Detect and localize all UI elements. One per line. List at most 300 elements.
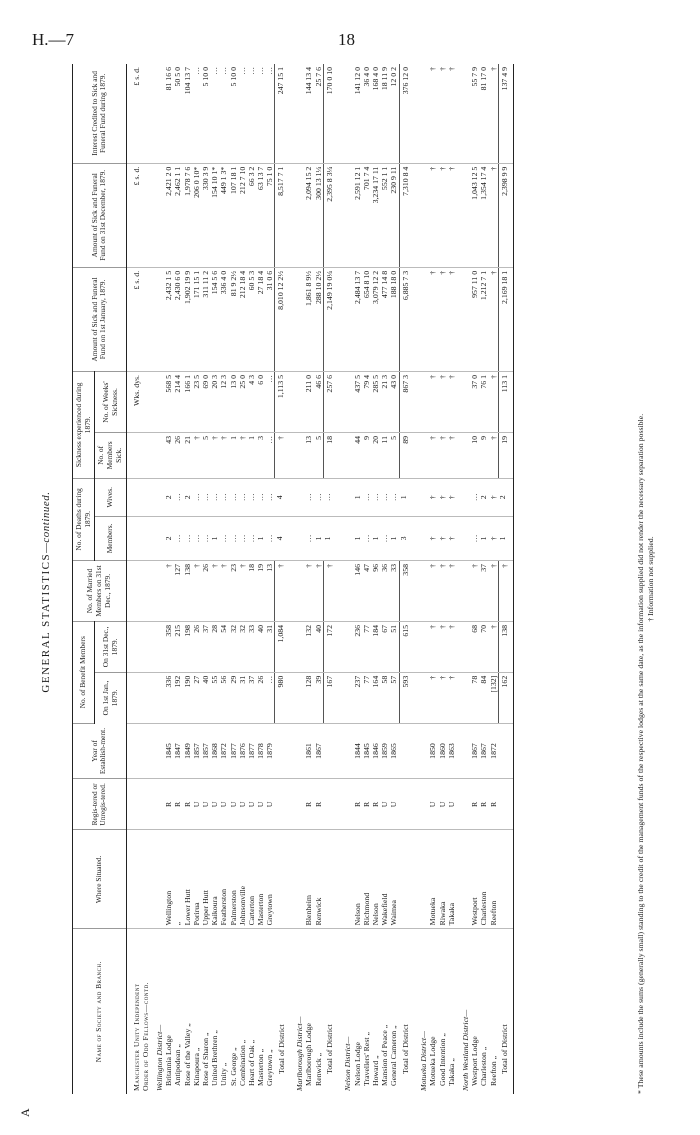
table-row bbox=[380, 64, 389, 1094]
cell-in: 104 13 7 bbox=[183, 64, 192, 163]
cell-where bbox=[323, 830, 338, 929]
cell-fj: 311 11 2 bbox=[201, 267, 210, 371]
cell-dm bbox=[414, 516, 428, 560]
col-name: Name of Society and Branch. bbox=[73, 929, 127, 1094]
district-title-row bbox=[338, 64, 352, 1094]
page-reference: H.—7 bbox=[32, 30, 75, 49]
cell-sm: † bbox=[438, 432, 447, 478]
cell-year bbox=[338, 723, 352, 779]
cell-dec: 26 bbox=[192, 621, 201, 672]
cell-mar: † bbox=[304, 560, 313, 621]
cell-reg: R bbox=[489, 779, 499, 830]
cell-mar bbox=[456, 560, 470, 621]
cell-jan: † bbox=[428, 672, 437, 723]
cell-sw: 113 1 bbox=[498, 372, 514, 433]
cell-jan bbox=[150, 672, 164, 723]
table-row bbox=[238, 64, 247, 1094]
cell-sw: 12 3 bbox=[219, 372, 228, 433]
cell-sm: 20 bbox=[371, 432, 380, 478]
cell-fj: † bbox=[489, 267, 499, 371]
cell-fd: 63 13 7 bbox=[256, 163, 265, 267]
cell-fd: 7,310 8 4 bbox=[399, 163, 414, 267]
cell-year bbox=[414, 723, 428, 779]
cell-fj: 27 18 4 bbox=[256, 267, 265, 371]
cell-sm: † bbox=[489, 432, 499, 478]
cell-name: Reefton „ bbox=[488, 1055, 498, 1086]
cell-reg bbox=[323, 779, 338, 830]
cell-year: 1872 bbox=[489, 723, 499, 779]
cell-sm: 89 bbox=[399, 432, 414, 478]
cell-year bbox=[150, 723, 164, 779]
cell-name: Good Intention „ bbox=[437, 1033, 447, 1086]
cell-reg: R bbox=[173, 779, 182, 830]
cell-name: Nelson District— bbox=[343, 1036, 353, 1091]
society-name bbox=[126, 929, 150, 1094]
cell-dm bbox=[456, 516, 470, 560]
cell-dw: … bbox=[192, 478, 201, 516]
cell-jan: … bbox=[265, 672, 275, 723]
cell-name: Marlborough Lodge bbox=[304, 1022, 314, 1086]
cell-sm: 5 bbox=[389, 432, 399, 478]
cell-sm: 21 bbox=[183, 432, 192, 478]
cell-jan: 980 bbox=[275, 672, 290, 723]
cell-dw: † bbox=[489, 478, 499, 516]
cell-in bbox=[456, 64, 470, 163]
col-married: No. of Married Members on 31st Dec., 1879. bbox=[73, 560, 127, 621]
cell-fj bbox=[150, 267, 164, 371]
col-sickness: Sickness experienced during 1879. bbox=[73, 372, 95, 479]
cell-jan: 55 bbox=[210, 672, 219, 723]
cell-name: Total of District bbox=[276, 1024, 286, 1074]
cell-dw: … bbox=[371, 478, 380, 516]
cell-name: Rose of the Valley „ bbox=[182, 1023, 192, 1086]
cell-in: † bbox=[447, 64, 456, 163]
cell-name: Motueka District— bbox=[419, 1031, 429, 1091]
district-total-row bbox=[275, 64, 290, 1094]
cell-fd: 1,978 7 6 bbox=[183, 163, 192, 267]
cell-mar: 19 bbox=[256, 560, 265, 621]
cell-year: 1868 bbox=[210, 723, 219, 779]
cell-mar: † bbox=[314, 560, 324, 621]
cell-reg: R bbox=[371, 779, 380, 830]
cell-jan: 192 bbox=[173, 672, 182, 723]
cell-year bbox=[275, 723, 290, 779]
cell-sm: 18 bbox=[323, 432, 338, 478]
cell-where: Motueka bbox=[428, 830, 437, 929]
footnotes bbox=[636, 64, 656, 1094]
cell-reg bbox=[275, 779, 290, 830]
cell-dec: 358 bbox=[164, 621, 173, 672]
cell-dm: 4 bbox=[275, 516, 290, 560]
cell-jan: † bbox=[447, 672, 456, 723]
cell-name: Masterton „ bbox=[256, 1048, 266, 1086]
table-row bbox=[314, 64, 324, 1094]
cell-sm: 3 bbox=[256, 432, 265, 478]
cell-mar: † bbox=[438, 560, 447, 621]
cell-in: 12 0 2 bbox=[389, 64, 399, 163]
cell-where: Reefton bbox=[489, 830, 499, 929]
cell-in bbox=[290, 64, 304, 163]
cell-where: Nelson bbox=[371, 830, 380, 929]
cell-dec bbox=[414, 621, 428, 672]
cell-sw: 285 5 bbox=[371, 372, 380, 433]
cell-where: Kaikoura bbox=[210, 830, 219, 929]
cell-dm: … bbox=[265, 516, 275, 560]
cell-dm: † bbox=[428, 516, 437, 560]
cell-in: 247 15 1 bbox=[275, 64, 290, 163]
table-row bbox=[371, 64, 380, 1094]
cell-jan bbox=[290, 672, 304, 723]
cell-dec: † bbox=[447, 621, 456, 672]
cell-dw: … bbox=[314, 478, 324, 516]
table-row bbox=[447, 64, 456, 1094]
cell-name: Rose of Sharon „ bbox=[200, 1032, 210, 1086]
cell-where: Wellington bbox=[164, 830, 173, 929]
cell-fj: † bbox=[438, 267, 447, 371]
cell-jan: 164 bbox=[371, 672, 380, 723]
cell-name: Westport Lodge bbox=[470, 1036, 480, 1086]
cell-dm: 1 bbox=[371, 516, 380, 560]
cell-year: 1845 bbox=[362, 723, 371, 779]
cell-fj: 188 18 0 bbox=[389, 267, 399, 371]
cell-mar: 23 bbox=[229, 560, 238, 621]
cell-fj: 2,430 6 0 bbox=[173, 267, 182, 371]
cell-dec: 67 bbox=[380, 621, 389, 672]
cell-in: 376 12 0 bbox=[399, 64, 414, 163]
cell-dw: … bbox=[219, 478, 228, 516]
cell-year: 1876 bbox=[238, 723, 247, 779]
cell-sw: 211 0 bbox=[304, 372, 313, 433]
cell-mar: † bbox=[489, 560, 499, 621]
cell-jan: 29 bbox=[229, 672, 238, 723]
cell-dm: … bbox=[201, 516, 210, 560]
cell-year: 1867 bbox=[314, 723, 324, 779]
cell-dec: 138 bbox=[498, 621, 514, 672]
cell-sm: 43 bbox=[164, 432, 173, 478]
cell-sm: 1 bbox=[229, 432, 238, 478]
cell-sw: 437 5 bbox=[353, 372, 362, 433]
cell-sw: 79 4 bbox=[362, 372, 371, 433]
cell-sm: 44 bbox=[353, 432, 362, 478]
cell-in: 144 13 4 bbox=[304, 64, 313, 163]
table-row bbox=[470, 64, 479, 1094]
cell-in: … bbox=[256, 64, 265, 163]
cell-jan: 190 bbox=[183, 672, 192, 723]
cell-dw: … bbox=[304, 478, 313, 516]
cell-sm bbox=[150, 432, 164, 478]
col-members: No. of Benefit Members bbox=[73, 621, 95, 723]
col-interest: Interest Credited to Sick and Funeral Fund during 1879. bbox=[73, 64, 127, 163]
cell-in: 55 7 9 bbox=[470, 64, 479, 163]
unit-fund-jan: £ s. d. bbox=[126, 267, 150, 371]
cell-jan: 40 bbox=[201, 672, 210, 723]
cell-fd: 2,462 1 1 bbox=[173, 163, 182, 267]
unit-fund-dec: £ s. d. bbox=[126, 163, 150, 267]
cell-year: 1845 bbox=[164, 723, 173, 779]
cell-where: Renwick bbox=[314, 830, 324, 929]
cell-where bbox=[414, 830, 428, 929]
cell-reg bbox=[414, 779, 428, 830]
cell-dec: 40 bbox=[256, 621, 265, 672]
cell-dec: 615 bbox=[399, 621, 414, 672]
cell-name: St. George „ bbox=[228, 1047, 238, 1086]
footnote-star: * These amounts include the sums (generally small) standing to the credit of the management funds of the respective lodges at the same date, as the information supplied did not render the necessary separation possible. bbox=[636, 413, 645, 1094]
cell-fd bbox=[338, 163, 352, 267]
cell-fd: 206 0 10* bbox=[192, 163, 201, 267]
table-row bbox=[428, 64, 437, 1094]
cell-fj: 2,484 13 7 bbox=[353, 267, 362, 371]
cell-year: 1865 bbox=[389, 723, 399, 779]
cell-where: Nelson bbox=[353, 830, 362, 929]
cell-year: 1877 bbox=[247, 723, 256, 779]
cell-year bbox=[290, 723, 304, 779]
cell-fj: 212 18 4 bbox=[238, 267, 247, 371]
cell-mar: † bbox=[164, 560, 173, 621]
cell-dm bbox=[338, 516, 352, 560]
cell-dm: 1 bbox=[256, 516, 265, 560]
cell-mar bbox=[338, 560, 352, 621]
cell-name: Charleston „ bbox=[479, 1046, 489, 1086]
table-row bbox=[489, 64, 499, 1094]
cell-dw bbox=[290, 478, 304, 516]
cell-fj: 2,169 18 1 bbox=[498, 267, 514, 371]
unit-weeks: Wks. dys. bbox=[126, 372, 150, 433]
table-row bbox=[183, 64, 192, 1094]
cell-sm: 11 bbox=[380, 432, 389, 478]
cell-reg: R bbox=[353, 779, 362, 830]
cell-dec: 184 bbox=[371, 621, 380, 672]
cell-in: … bbox=[247, 64, 256, 163]
cell-where: Porirua bbox=[192, 830, 201, 929]
cell-sm: 9 bbox=[362, 432, 371, 478]
cell-dw: … bbox=[380, 478, 389, 516]
cell-dm: 1 bbox=[323, 516, 338, 560]
cell-sm: † bbox=[219, 432, 228, 478]
cell-in: 81 16 6 bbox=[164, 64, 173, 163]
cell-sw: † bbox=[438, 372, 447, 433]
cell-sm: 5 bbox=[314, 432, 324, 478]
cell-in: … bbox=[210, 64, 219, 163]
cell-in: 50 5 0 bbox=[173, 64, 182, 163]
cell-dm: … bbox=[304, 516, 313, 560]
cell-reg: U bbox=[438, 779, 447, 830]
cell-jan: 336 bbox=[164, 672, 173, 723]
cell-mar bbox=[414, 560, 428, 621]
cell-jan: 77 bbox=[362, 672, 371, 723]
cell-in: 141 12 0 bbox=[353, 64, 362, 163]
cell-name: Kinapoura „ bbox=[191, 1047, 201, 1086]
cell-reg: U bbox=[238, 779, 247, 830]
cell-mar bbox=[150, 560, 164, 621]
cell-jan: 57 bbox=[389, 672, 399, 723]
cell-dw: † bbox=[438, 478, 447, 516]
cell-sw bbox=[456, 372, 470, 433]
cell-jan bbox=[338, 672, 352, 723]
cell-in: … bbox=[192, 64, 201, 163]
cell-sw: 20 3 bbox=[210, 372, 219, 433]
cell-reg: U bbox=[210, 779, 219, 830]
cell-dec: 236 bbox=[353, 621, 362, 672]
table-header bbox=[73, 64, 127, 1094]
cell-dw: 4 bbox=[275, 478, 290, 516]
cell-fd: † bbox=[438, 163, 447, 267]
cell-dw: … bbox=[389, 478, 399, 516]
cell-dm: 1 bbox=[353, 516, 362, 560]
cell-name: Total of District bbox=[498, 929, 514, 1094]
cell-dec: 37 bbox=[201, 621, 210, 672]
cell-in: † bbox=[489, 64, 499, 163]
cell-where: Riwaka bbox=[438, 830, 447, 929]
cell-mar: 47 bbox=[362, 560, 371, 621]
cell-mar: † bbox=[192, 560, 201, 621]
cell-year: 1857 bbox=[192, 723, 201, 779]
cell-sm: † bbox=[210, 432, 219, 478]
cell-jan: 593 bbox=[399, 672, 414, 723]
cell-mar: 127 bbox=[173, 560, 182, 621]
cell-fd: 449 1 3* bbox=[219, 163, 228, 267]
cell-fd bbox=[414, 163, 428, 267]
cell-year: 1879 bbox=[265, 723, 275, 779]
cell-sm: 26 bbox=[173, 432, 182, 478]
cell-dm: 1 bbox=[479, 516, 488, 560]
cell-fj: 6,885 7 3 bbox=[399, 267, 414, 371]
cell-fj bbox=[456, 267, 470, 371]
cell-sw: 43 0 bbox=[389, 372, 399, 433]
cell-year bbox=[498, 723, 514, 779]
cell-fj: 60 5 3 bbox=[247, 267, 256, 371]
cell-jan: † bbox=[438, 672, 447, 723]
margin-mark: A bbox=[18, 1108, 32, 1117]
cell-fj: 288 10 2½ bbox=[314, 267, 324, 371]
cell-name: Antipodean „ bbox=[173, 1044, 183, 1086]
cell-dec: 51 bbox=[389, 621, 399, 672]
cell-mar: 138 bbox=[183, 560, 192, 621]
col-members-dec: On 31st Dec., 1879. bbox=[95, 621, 126, 672]
cell-fj: 654 8 10 bbox=[362, 267, 371, 371]
cell-sm bbox=[414, 432, 428, 478]
cell-reg bbox=[338, 779, 352, 830]
cell-dm: † bbox=[438, 516, 447, 560]
cell-sw: 1,113 5 bbox=[275, 372, 290, 433]
cell-reg: U bbox=[265, 779, 275, 830]
cell-year bbox=[323, 723, 338, 779]
cell-name: North Westland District— bbox=[460, 1009, 470, 1091]
cell-fd: 2,591 12 1 bbox=[353, 163, 362, 267]
cell-year: 1859 bbox=[380, 723, 389, 779]
cell-fd: 212 7 10 bbox=[238, 163, 247, 267]
cell-fd: 3,234 17 11 bbox=[371, 163, 380, 267]
cell-dec: † bbox=[489, 621, 499, 672]
cell-in: 168 4 0 bbox=[371, 64, 380, 163]
cell-fj bbox=[414, 267, 428, 371]
cell-mar: 96 bbox=[371, 560, 380, 621]
table-row bbox=[173, 64, 182, 1094]
table-row bbox=[353, 64, 362, 1094]
cell-dec: 32 bbox=[229, 621, 238, 672]
cell-year: 1867 bbox=[470, 723, 479, 779]
cell-fd: 154 10 1* bbox=[210, 163, 219, 267]
table-row bbox=[304, 64, 313, 1094]
cell-where: Greytown bbox=[265, 830, 275, 929]
cell-dw: … bbox=[210, 478, 219, 516]
cell-dm: … bbox=[470, 516, 479, 560]
cell-fd: 552 1 1 bbox=[380, 163, 389, 267]
cell-sw: 867 3 bbox=[399, 372, 414, 433]
cell-sm: 1 bbox=[247, 432, 256, 478]
cell-fj: 1,212 7 1 bbox=[479, 267, 488, 371]
cell-name: Marlborough District— bbox=[295, 1016, 305, 1091]
cell-jan: 58 bbox=[380, 672, 389, 723]
statistics-table bbox=[72, 64, 514, 1094]
cell-where: Westport bbox=[470, 830, 479, 929]
cell-fj: 477 14 8 bbox=[380, 267, 389, 371]
cell-mar: 146 bbox=[353, 560, 362, 621]
cell-in bbox=[414, 64, 428, 163]
table-row bbox=[164, 64, 173, 1094]
cell-name: Travellers' Rest „ bbox=[361, 1032, 371, 1086]
cell-sm: † bbox=[238, 432, 247, 478]
cell-year: 1867 bbox=[479, 723, 488, 779]
cell-dw: 2 bbox=[183, 478, 192, 516]
cell-where: Carterton bbox=[247, 830, 256, 929]
cell-where bbox=[290, 830, 304, 929]
cell-dm bbox=[150, 516, 164, 560]
cell-sw: † bbox=[428, 372, 437, 433]
cell-fd: 2,398 9 9 bbox=[498, 163, 514, 267]
cell-fd: 300 13 1¼ bbox=[314, 163, 324, 267]
cell-reg: U bbox=[428, 779, 437, 830]
cell-mar: 36 bbox=[380, 560, 389, 621]
cell-fd: 1,043 12 5 bbox=[470, 163, 479, 267]
cell-dm: 1 bbox=[389, 516, 399, 560]
cell-where: „ bbox=[173, 830, 182, 929]
cell-dm: 1 bbox=[498, 516, 514, 560]
cell-sw: 23 5 bbox=[192, 372, 201, 433]
cell-dw: … bbox=[201, 478, 210, 516]
cell-in: 5 10 0 bbox=[201, 64, 210, 163]
cell-sm: 10 bbox=[470, 432, 479, 478]
table-row bbox=[389, 64, 399, 1094]
cell-year: 1850 bbox=[428, 723, 437, 779]
district-title-row bbox=[150, 64, 164, 1094]
cell-fj: 957 11 0 bbox=[470, 267, 479, 371]
cell-where: Johnsonville bbox=[238, 830, 247, 929]
cell-dm: … bbox=[192, 516, 201, 560]
cell-dw: 1 bbox=[399, 478, 414, 516]
table-row bbox=[256, 64, 265, 1094]
cell-fd bbox=[150, 163, 164, 267]
page-number: 18 bbox=[338, 30, 355, 49]
cell-in: 81 17 0 bbox=[479, 64, 488, 163]
cell-dm: 2 bbox=[164, 516, 173, 560]
cell-reg: U bbox=[229, 779, 238, 830]
col-deaths-members: Members. bbox=[95, 516, 126, 560]
cell-in: 137 4 9 bbox=[498, 64, 514, 163]
cell-jan bbox=[414, 672, 428, 723]
table-row bbox=[265, 64, 275, 1094]
cell-year: 1872 bbox=[219, 723, 228, 779]
cell-fd: 107 18 1 bbox=[229, 163, 238, 267]
cell-name: Renwick „ bbox=[313, 1052, 323, 1086]
cell-mar: 37 bbox=[479, 560, 488, 621]
table-row bbox=[192, 64, 201, 1094]
cell-sw: 568 5 bbox=[164, 372, 173, 433]
cell-sw: 13 0 bbox=[229, 372, 238, 433]
cell-dec bbox=[456, 621, 470, 672]
cell-where: Palmerston bbox=[229, 830, 238, 929]
cell-jan: 27 bbox=[192, 672, 201, 723]
cell-sw: 69 0 bbox=[201, 372, 210, 433]
